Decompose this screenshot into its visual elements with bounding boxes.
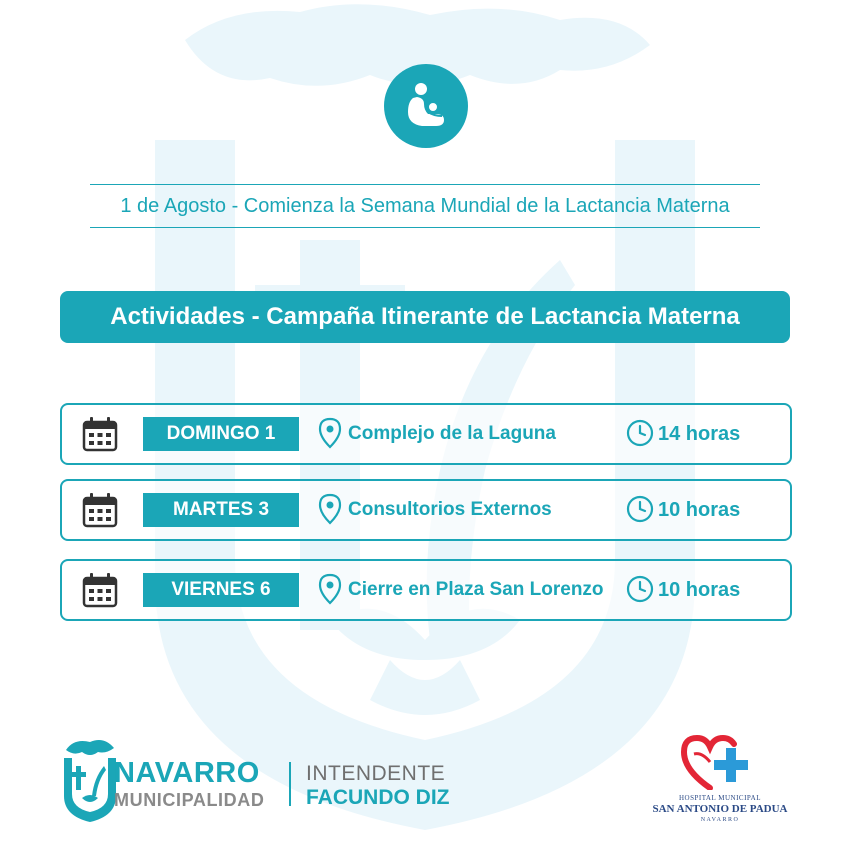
hospital-label-line2: SAN ANTONIO DE PADUA bbox=[652, 803, 788, 815]
breastfeeding-icon bbox=[384, 64, 468, 148]
event-day: MARTES 3 bbox=[143, 493, 299, 527]
event-hours: 10 horas bbox=[658, 499, 741, 521]
hospital-label-line1: HOSPITAL MUNICIPAL bbox=[678, 794, 761, 802]
event-place: Consultorios Externos bbox=[348, 499, 552, 520]
event-row bbox=[60, 403, 792, 465]
location-pin-icon bbox=[318, 573, 342, 605]
mayor-title: INTENDENTE bbox=[306, 762, 446, 785]
activities-banner: Actividades - Campaña Itinerante de Lactancia Materna bbox=[60, 291, 790, 343]
event-row bbox=[60, 559, 792, 621]
clock-icon bbox=[626, 495, 654, 523]
clock-icon bbox=[626, 419, 654, 447]
navarro-crest-logo bbox=[60, 736, 120, 822]
footer-divider bbox=[289, 762, 291, 806]
calendar-icon bbox=[82, 492, 118, 528]
event-place: Cierre en Plaza San Lorenzo bbox=[348, 579, 604, 600]
location-pin-icon bbox=[318, 493, 342, 525]
headline: 1 de Agosto - Comienza la Semana Mundial de la Lactancia Materna bbox=[90, 184, 760, 228]
event-place: Complejo de la Laguna bbox=[348, 423, 556, 444]
brand-name: NAVARRO bbox=[114, 757, 260, 789]
event-day: VIERNES 6 bbox=[143, 573, 299, 607]
event-row bbox=[60, 479, 792, 541]
mayor-name: FACUNDO DIZ bbox=[306, 786, 450, 809]
event-day: DOMINGO 1 bbox=[143, 417, 299, 451]
hospital-heart-cross-logo bbox=[680, 734, 756, 790]
location-pin-icon bbox=[318, 417, 342, 449]
event-hours: 10 horas bbox=[658, 579, 741, 601]
calendar-icon bbox=[82, 416, 118, 452]
hospital-label-line3: NAVARRO bbox=[700, 817, 740, 823]
event-hours: 14 horas bbox=[658, 423, 741, 445]
brand-subtitle: MUNICIPALIDAD bbox=[114, 790, 265, 810]
calendar-icon bbox=[82, 572, 118, 608]
clock-icon bbox=[626, 575, 654, 603]
